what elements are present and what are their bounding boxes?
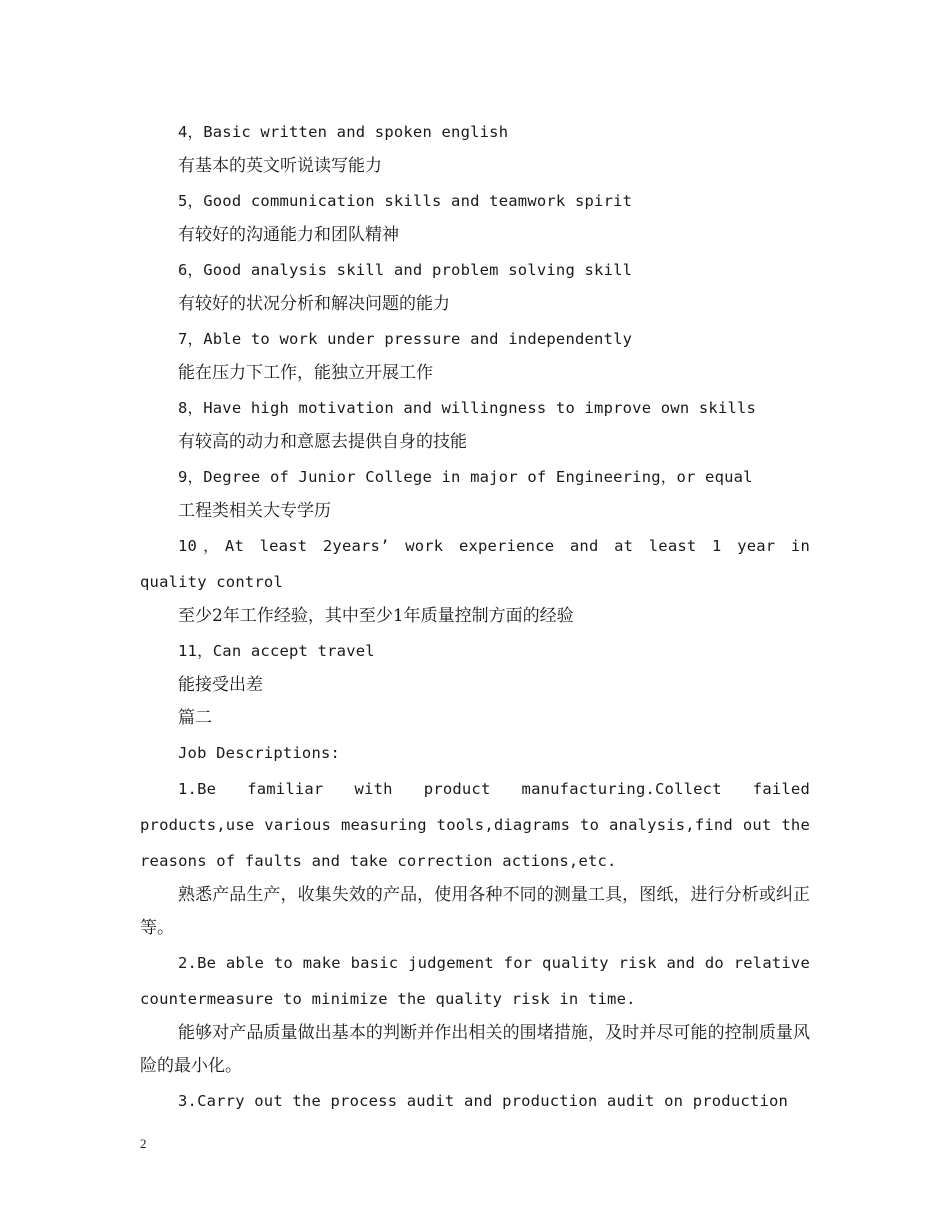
requirement-9-zh: 工程类相关大专学历 xyxy=(178,501,331,521)
document-body xyxy=(140,114,810,1119)
job-duty-3-en: 3.Carry out the process audit and production audit on production xyxy=(178,1092,789,1110)
requirement-11-zh: 能接受出差 xyxy=(178,675,263,695)
requirement-4-en: 4，Basic written and spoken english xyxy=(178,123,509,141)
job-duty-2-en: 2.Be able to make basic judgement for quality risk and do relative countermeasure to minimize the quality risk in time. xyxy=(140,954,810,1008)
requirement-7-zh: 能在压力下工作，能独立开展工作 xyxy=(178,363,433,383)
job-duty-1-zh: 熟悉产品生产，收集失效的产品，使用各种不同的测量工具，图纸，进行分析或纠正等。 xyxy=(140,885,810,938)
section-heading: 篇二 xyxy=(178,708,212,728)
job-duty-2-zh: 能够对产品质量做出基本的判断并作出相关的围堵措施，及时并尽可能的控制质量风险的最小化。 xyxy=(140,1023,810,1076)
requirement-5-en: 5，Good communication skills and teamwork spirit xyxy=(178,192,633,210)
requirement-7-en: 7，Able to work under pressure and independently xyxy=(178,330,633,348)
requirement-10-en: 10，At least 2years’ work experience and at least 1 year in quality control xyxy=(140,537,810,591)
job-descriptions-heading: Job Descriptions: xyxy=(178,744,341,762)
page-number: 2 xyxy=(140,1136,147,1151)
requirement-10-zh: 至少2年工作经验，其中至少1年质量控制方面的经验 xyxy=(178,606,574,626)
requirement-4-zh: 有基本的英文听说读写能力 xyxy=(178,156,382,176)
job-duty-1-en: 1.Be familiar with product manufacturing.Collect failed products,use various measuring tools,diagrams to analysis,find out the reasons of faults and take correction actions,etc. xyxy=(140,780,810,870)
requirement-6-en: 6，Good analysis skill and problem solving skill xyxy=(178,261,633,279)
requirement-5-zh: 有较好的沟通能力和团队精神 xyxy=(178,225,399,245)
requirement-8-zh: 有较高的动力和意愿去提供自身的技能 xyxy=(178,432,467,452)
requirement-9-en: 9，Degree of Junior College in major of Engineering，or equal xyxy=(178,468,753,486)
requirement-8-en: 8，Have high motivation and willingness to improve own skills xyxy=(178,399,757,417)
requirement-6-zh: 有较好的状况分析和解决问题的能力 xyxy=(178,294,450,314)
requirement-11-en: 11，Can accept travel xyxy=(178,642,375,660)
